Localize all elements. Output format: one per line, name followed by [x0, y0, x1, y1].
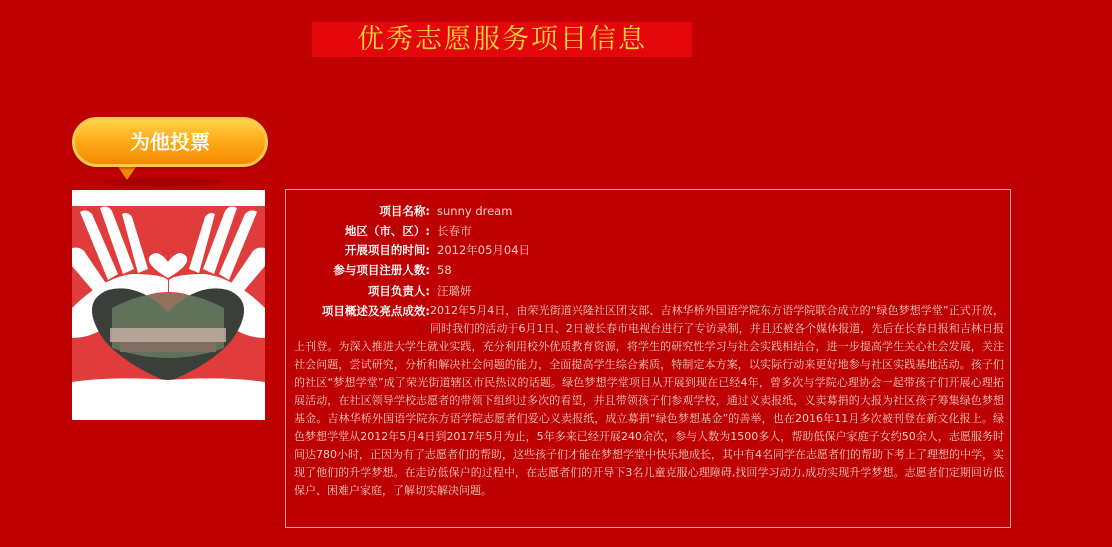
project-name-value: sunny dream: [437, 204, 513, 218]
vote-button[interactable]: 为他投票: [72, 117, 268, 167]
region-label: 地区（市、区）:: [344, 224, 430, 238]
region-value: 长春市: [437, 224, 472, 238]
member-count-value: 58: [437, 263, 452, 277]
leader-value: 汪璐妍: [437, 284, 472, 298]
project-info-panel: [285, 189, 1011, 528]
hands-heart-logo-icon: [72, 190, 265, 420]
project-description: [294, 302, 1004, 500]
date-value: 2012年05月04日: [437, 243, 531, 257]
project-name-label: 项目名称:: [379, 204, 430, 218]
description-text: 2012年5月4日，由荣光街道兴隆社区团支部、吉林华桥外国语学院东方语学院联合成立的“绿色梦想学堂”正式开放，同时我们的活动于6月1日、2日被长春市电视台进行了专访录制，并且还被各个媒体报道，先后在长春日报和吉林日报上刊登。为深入推进大学生就业实践，充分利用校外优质教育资源，将学生的研究性学习与社会实践相结合，进一步提高学生关心社会发展，关注社会问题，尝试研究，分析和解决社会问题的能力，全面提高学生综合素质，特制定本方案，以实际行动来更好地参与社区实践基地活动。孩子们的社区“梦想学堂”成了荣光街道辖区市民热议的话题。绿色梦想学堂项目从开展到现在已经4年，曾多次与学院心理协会一起带孩子们开展心理拓展活动，在社区领导学校志愿者的带领下组织过多次的看望，并且带领孩子们参观学校，通过义卖报纸，义卖募捐的大报为社区孩子筹集绿色梦想基金。吉林华桥外国语学院东方语学院志愿者们爱心义卖报纸，成立募捐“绿色梦想基金”的善举，也在2016年11月多次被刊登在新文化报上。绿色梦想学堂从2012年5月4日到2017年5月为止，5年多来已经开展240余次，参与人数为1500多人，帮助低保户家庭子女约50余人，志愿服务时间达780小时，正因为有了志愿者们的帮助，这些孩子们才能在梦想学堂中快乐地成长，其中有4名同学在志愿者们的帮助下考上了理想的中学，实现了他们的升学梦想。在走访低保户的过程中，在志愿者们的开导下3名儿童克服心理障碍,找回学习动力,成功实现升学梦想。志愿者们定期回访低保户、困难户家庭，了解切实解决问题。: [294, 304, 1004, 497]
description-label: 项目概述及亮点成效:: [321, 304, 430, 318]
leader-label: 项目负责人:: [367, 284, 430, 298]
member-count-label: 参与项目注册人数:: [333, 263, 430, 277]
page-title: 优秀志愿服务项目信息: [312, 22, 692, 57]
date-label: 开展项目的时间:: [344, 243, 430, 257]
vote-widget[interactable]: [72, 117, 268, 187]
project-logo-image: [72, 190, 265, 420]
